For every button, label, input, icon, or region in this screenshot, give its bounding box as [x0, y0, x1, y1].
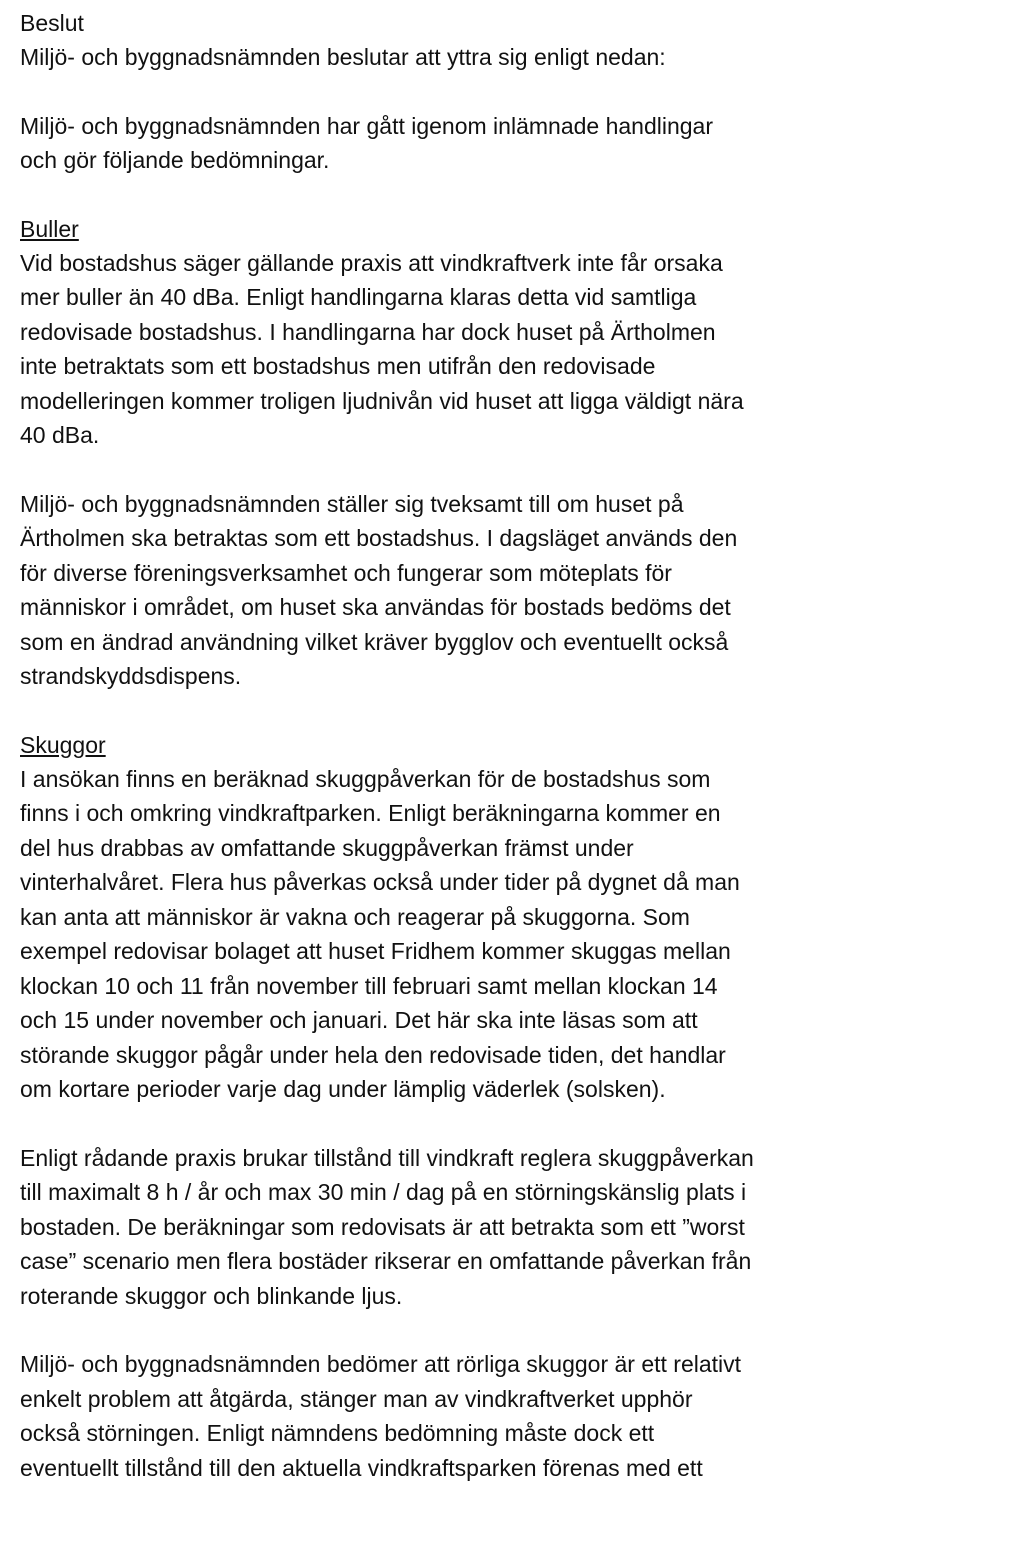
- text-line: Miljö- och byggnadsnämnden ställer sig tveksamt till om huset på: [20, 490, 684, 517]
- text-line: till maximalt 8 h / år och max 30 min / dag på en störningskänslig plats i: [20, 1179, 747, 1205]
- section-title-skuggor: Skuggor: [20, 731, 106, 758]
- text-line: redovisade bostadshus. I handlingarna har dock huset på Ärtholmen: [20, 318, 716, 345]
- text-line: klockan 10 och 11 från november till februari samt mellan klockan 14: [20, 972, 718, 999]
- text-line: mer buller än 40 dBa. Enligt handlingarna klaras detta vid samtliga: [20, 284, 697, 310]
- spacer: [20, 1313, 1020, 1347]
- text-line: Miljö- och byggnadsnämnden bedömer att rörliga skuggor är ett relativt: [20, 1351, 742, 1377]
- text-line: Vid bostadshus säger gällande praxis att vindkraftverk inte får orsaka: [20, 249, 723, 276]
- text-line: I ansökan finns en beräknad skuggpåverkan för de bostadshus som: [20, 765, 711, 792]
- spacer: [20, 1107, 1020, 1141]
- spacer: [20, 453, 1020, 487]
- text-line: människor i området, om huset ska användas för bostads bedöms det: [20, 594, 731, 620]
- skuggor-paragraph-3: [20, 1347, 1020, 1485]
- text-line: 40 dBa.: [20, 422, 100, 448]
- buller-paragraph-2: [20, 487, 1020, 694]
- text-line: enkelt problem att åtgärda, stänger man av vindkraftverket upphör: [20, 1385, 693, 1412]
- text-line: också störningen. Enligt nämndens bedömning måste dock ett: [20, 1420, 655, 1446]
- text-line: och 15 under november och januari. Det här ska inte läsas som att: [20, 1007, 698, 1033]
- text-line: modelleringen kommer troligen ljudnivån vid huset att ligga väldigt nära: [20, 387, 744, 414]
- spacer: [20, 178, 1020, 212]
- text-line: kan anta att människor är vakna och reagerar på skuggorna. Som: [20, 903, 690, 930]
- text-line: eventuellt tillstånd till den aktuella vindkraftsparken förenas med ett: [20, 1454, 703, 1481]
- text-line: som en ändrad användning vilket kräver bygglov och eventuellt också: [20, 628, 729, 655]
- text-line: inte betraktats som ett bostadshus men utifrån den redovisade: [20, 353, 656, 379]
- text-line: störande skuggor pågår under hela den redovisade tiden, det handlar: [20, 1041, 726, 1068]
- text-line: strandskyddsdispens.: [20, 663, 242, 689]
- text-line: vinterhalvåret. Flera hus påverkas också under tider på dygnet då man: [20, 869, 740, 895]
- skuggor-paragraph-2: [20, 1141, 1020, 1314]
- skuggor-paragraph-1: [20, 762, 1020, 1107]
- intro-paragraph: Miljö- och byggnadsnämnden beslutar att yttra sig enligt nedan:: [20, 44, 666, 70]
- text-line: bostaden. De beräkningar som redovisats är att betrakta som ett ”worst: [20, 1213, 745, 1240]
- text-line: exempel redovisar bolaget att huset Fridhem kommer skuggas mellan: [20, 938, 731, 964]
- text-line: om kortare perioder varje dag under lämplig väderlek (solsken).: [20, 1076, 666, 1102]
- text-line: del hus drabbas av omfattande skuggpåverkan främst under: [20, 834, 634, 861]
- spacer: [20, 75, 1020, 109]
- text-line: case” scenario men flera bostäder rikserar en omfattande påverkan från: [20, 1248, 752, 1274]
- text-line: Enligt rådande praxis brukar tillstånd till vindkraft reglera skuggpåverkan: [20, 1144, 754, 1171]
- section-title-buller: Buller: [20, 215, 79, 242]
- text-line: finns i och omkring vindkraftparken. Enligt beräkningarna kommer en: [20, 800, 721, 826]
- review-paragraph: [20, 109, 1020, 178]
- spacer: [20, 694, 1020, 728]
- text-line: och gör följande bedömningar.: [20, 147, 330, 173]
- document-page: [20, 6, 1020, 1485]
- text-line: Miljö- och byggnadsnämnden har gått igenom inlämnade handlingar: [20, 112, 713, 139]
- text-line: Ärtholmen ska betraktas som ett bostadshus. I dagsläget används den: [20, 525, 738, 551]
- text-line: för diverse föreningsverksamhet och fungerar som möteplats för: [20, 559, 672, 586]
- decision-heading: Beslut: [20, 10, 84, 36]
- text-line: roterande skuggor och blinkande ljus.: [20, 1282, 403, 1309]
- buller-paragraph-1: [20, 246, 1020, 453]
